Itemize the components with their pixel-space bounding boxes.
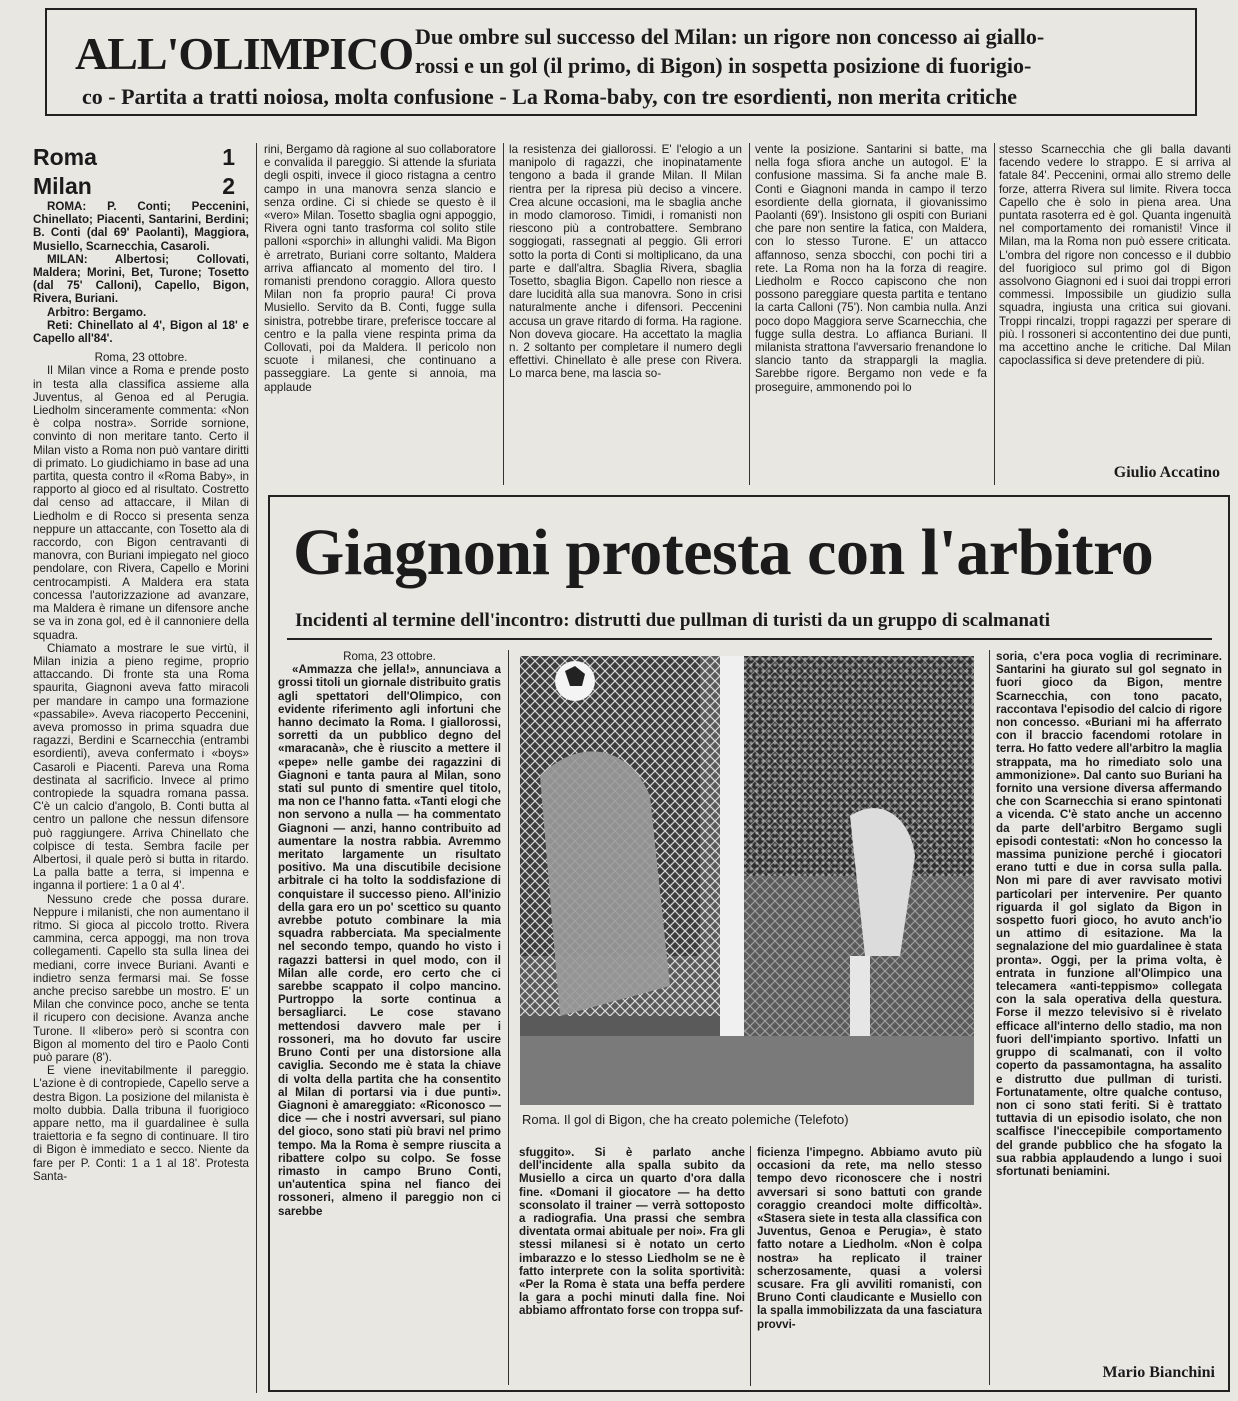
kicker-headline: ALL'OLIMPICO <box>75 28 414 79</box>
dateline: Roma, 23 ottobre. <box>343 650 436 663</box>
score-row <box>33 143 235 171</box>
team-name: Milan <box>33 173 92 199</box>
headline-box <box>45 8 1197 116</box>
article2-column-1 <box>278 650 501 1385</box>
column-rule <box>994 143 995 485</box>
article2-column-3 <box>757 1146 982 1386</box>
dateline: Roma, 23 ottobre. <box>94 351 188 365</box>
article1-column-1 <box>33 200 249 1398</box>
paragraph: ficienza l'impegno. Abbiamo avuto più occasioni da rete, ma nello stesso tempo devo riconoscere che i nostri avversari si sono battuti con grande coraggio creandoci molte difficoltà». «Stasera siete in testa alla classifica con Juventus, Genoa e Perugia», è stato fatto notare a Liedholm. «Non è colpa nostra» ha replicato il trainer scherzosamente, quasi a volersi scusare. Fra gli avviliti romanisti, con Bruno Conti claudicante e Musiello con la spalla immobilizzata da una fasciatura provvi- <box>757 1146 982 1331</box>
column-rule <box>508 650 509 1385</box>
paragraph: «Ammazza che jella!», annunciava a grossi titoli un giornale distribuito gratis agli spettatori dell'Olimpico, con evidente riferimento agli infortuni che hanno decimato la Roma. I giallorossi, sorretti da un pubblico degno del «maracanà», che è riuscito a mettere il «pepe» nelle gambe dei ragazzini di Giagnoni e tanta paura al Milan, sono stati sul punto di smentire quel titolo, ma non ce l'hanno fatta. «Tanti elogi che non servono a nulla — ha commentato Giagnoni — anzi, hanno contribuito ad aumentare la nostra rabbia. Avremmo meritato largamente un risultato positivo. Ma una discutibile decisione arbitrale ci ha tolto la soddisfazione di conquistare il successo pieno. All'inizio della gara ero un po' scettico su quanto avrebbe potuto combinare la mia squadra rabberciata. Ma specialmente nel secondo tempo, quando ho visto i ragazzi battersi in quel modo, con il Milan alle corde, ero certo che ci sarebbe scappato il colpo mancino. Purtroppo la sorte continua a bersagliarci. Le cose stavano mettendosi davvero male per i rossoneri, ma ho dovuto far uscire Bruno Conti per una distorsione alla caviglia. Secondo me è stata la chiave di volta della partita che ha consentito al Milan di portarsi via i due punti». Giagnoni è amareggiato: «Riconosco — dice — che i nostri avversari, sul piano del gioco, sono stati più bravi nel primo tempo. Ma la Roma è sempre riuscita a ribattere colpo su colpo. Se fosse rimasto in campo Bruno Conti, un'autentica spina nel fianco dei rossoneri, almeno il pareggio non ci sarebbe <box>278 663 501 1218</box>
deck-line: Due ombre sul successo del Milan: un rigore non concesso ai giallo- <box>415 24 1045 49</box>
lineup-milan: MILAN: Albertosi; Collovati, Maldera; Morini, Bet, Turone; Tosetto (dal 75' Calloni), Capello, Bigon, Rivera, Buriani. <box>33 252 249 306</box>
subtitle-rule <box>287 638 1212 640</box>
deck-line: co - Partita a tratti noiosa, molta confusione - La Roma-baby, con tre esordienti, non merita critiche <box>82 84 1018 109</box>
goal-scene-image <box>520 656 974 1105</box>
article2-column-2 <box>519 1146 745 1386</box>
article1-column-4 <box>755 143 987 483</box>
paragraph: E viene inevitabilmente il pareggio. L'azione è di contropiede, Capello serve a destra Bigon. La posizione del milanista è molto dubbia. Dalla tribuna il fuorigioco appare netto, ma il guardalinee è sulla traiettoria e fa segno di continuare. Il tiro di Bigon è immediato e secco. Niente da fare per P. Conti: 1 a 1 al 18'. Protesta Santa- <box>33 1064 249 1183</box>
paragraph: Chiamato a mostrare le sue virtù, il Milan inizia a pieno regime, proprio attaccando. Di fronte sta una Roma spaurita, Giagnoni aveva fatto miracoli per mandare in campo una formazione «passabile». Aveva riacoperto Peccenini, aveva promosso in prima squadra due ragazzi, Berdini e Scarnecchia (entrambi esordienti), aveva confermato i «boys» Casaroli e Piacenti. Pareva una Roma destinata al sacrificio. Invece al primo contropiede la squadra romana passa. C'è un calcio d'angolo, B. Conti butta al centro un pallone che nessun difensore può raggiungere. Arriva Chinellato che colpisce di testa. Sembra facile per Albertosi, il quale però si butta in ritardo. La palla batte a terra, si impenna e inganna il portiere: 1 a 0 al 4'. <box>33 641 249 893</box>
paragraph: la resistenza dei giallorossi. E' l'elogio a un manipolo di ragazzi, che inopinatamente tengono a bada il grande Milan. Il Milan rientra per la ripresa più deciso a vincere. Crea alcune occasioni, ma le sbaglia anche in modo clamoroso. Timidi, i romanisti non riescono più a controbattere. Sembrano soggiogati, rassegnati al peggio. Gli errori sotto la porta di Conti si moltiplicano, da una parte e dall'altra. Sbaglia Rivera, sbaglia Tosetto, sbaglia Bigon. Capello non riesce a dare lucidità alla sua manovra. Sono in crisi naturalmente anche i difensori. Peccenini accusa un grave ritardo di forma. Ha ragione. Non doveva giocare. Ha accettato la maglia n. 2 soltanto per completare il numero degli effettivi. Chinellato è alle prese con Rivera. Lo marca bene, ma lascia so- <box>509 143 742 381</box>
column-rule <box>256 143 257 1393</box>
paragraph: Il Milan vince a Roma e prende posto in testa alla classifica assieme alla Juventus, al Genoa ed al Perugia. Liedholm sinceramente commenta: «Non è colpa nostra». Sorride sornione, convinto di non meritare tanto. Certo il Milan visto a Roma non può vantare diritti di primato. Lo giudichiamo in base ad una partita, questa contro il «Roma Baby», in rapporto al gioco ed al risultato. Costretto dal censo ad attaccare, il Milan di Liedholm e di Rocco si presenta senza neppure un attaccante, con Tosetto ala di raccordo, con Bigon centravanti di manovra, con Buriani impiegato nel gioco pendolare, con Rivera, Capello e Morini centrocampisti. A Maldera era stata concessa l'autorizzazione ad avanzare, ma Maldera è rimane un difensore anche se va in zona gol, ed è il cannoniere della squadra. <box>33 364 249 642</box>
score-row <box>33 172 235 200</box>
paragraph: Nessuno crede che possa durare. Neppure i milanisti, che non aumentano il ritmo. Si gioca al piccolo trotto. Rivera cammina, cerca appoggi, ma non trova collegamenti. Capello sta sulla linea dei mediani, corre invece Buriani. Avanti e indietro senza fermarsi mai. Se fosse anche preciso sarebbe un mostro. E' un Milan che convince poco, anche se tenta il ricupero con decisione. Avanza anche Turone. Il «libero» però si scontra con Bigon al momento del tiro e Paolo Conti può parare (8'). <box>33 892 249 1064</box>
score-box <box>33 143 235 203</box>
paragraph: rini, Bergamo dà ragione al suo collaboratore e convalida il pareggio. Si attende la sfuriata degli ospiti, invece il gioco ristagna a centro campo in una manovra senza slancio e senza ordine. Ci si chiede se questo è il «vero» Milan. Tosetto sbaglia ogni appoggio, Rivera ogni tanto trasforma col solito stile palloni «sporchi» in allunghi validi. Ma Bigon è arretrato, Buriani corre soltanto, Maldera arriva affiancato al momento del tiro. I romanisti prendono coraggio. Allora questo Milan non fa proprio paura! Ci prova Musiello. Servito da B. Conti, fugge sulla sinistra, potrebbe tirare, preferisce toccare al centro e la palla viene respinta prima da Collovati, poi da Maldera. Il pericolo non scuote i milanesi, che continuano a passeggiare. La gente si annoia, ma applaude <box>264 143 496 394</box>
article2-subtitle: Incidenti al termine dell'incontro: distrutti due pullman di turisti da un gruppo di scalmanati <box>295 610 1050 631</box>
column-rule <box>503 143 504 485</box>
goals: Reti: Chinellato al 4', Bigon al 18' e Capello all'84'. <box>33 318 249 346</box>
article2-title: Giagnoni protesta con l'arbitro <box>293 516 1154 589</box>
referee: Arbitro: Bergamo. <box>47 305 147 319</box>
paragraph: vente la posizione. Santarini si batte, ma nella foga sfiora anche un autogol. E' la confusione massima. Si fa anche male B. Conti e Giagnoni manda in campo il terzo esordiente della giornata, il giovanissimo Paolanti (69'). Insistono gli ospiti con Buriani che pare non sentire la fatica, con Maldera, con lo stesso Turone. E' un attacco affannoso, senza sbocchi, con pochi tiri a rete. La Roma non ha la forza di reagire. Liedholm e Rocco capiscono che non possono pareggiare questa partita e tentano la carta Calloni (75'). Non cambia nulla. Anzi poco dopo Maggiora serve Scarnecchia, che fugge sulla destra. Lo affianca Buriani. Il milanista strattona l'avversario frenandone lo slancio tanto da strappargli la maglia. Sarebbe rigore. Bergamo non vede e fa proseguire, ammonendo poi lo <box>755 143 987 394</box>
byline: Giulio Accatino <box>1113 464 1220 481</box>
team-name: Roma <box>33 144 97 170</box>
byline: Mario Bianchini <box>1102 1364 1215 1381</box>
column-rule <box>749 143 750 485</box>
team-goals: 2 <box>222 173 235 199</box>
team-goals: 1 <box>222 144 235 170</box>
column-rule <box>750 1146 751 1386</box>
match-photo <box>520 656 974 1105</box>
lineup-roma: ROMA: P. Conti; Peccenini, Chinellato; Piacenti, Santarini, Berdini; B. Conti (dal 69' Paolanti), Maggiora, Musiello, Scarnecchia, Casaroli. <box>33 200 249 253</box>
deck-line: rossi e un gol (il primo, di Bigon) in sospetta posizione di fuorigio- <box>415 53 1032 78</box>
photo-caption: Roma. Il gol di Bigon, che ha creato polemiche (Telefoto) <box>522 1112 849 1127</box>
paragraph: sfuggito». Si è parlato anche dell'incidente alla spalla subito da Musiello a circa un quarto d'ora dalla fine. «Domani il giocatore — ha detto sconsolato il trainer — verrà sottoposto a radiografia. Una prassi che sembra diventata ormai abituale per noi». Fra gli stessi milanesi si è notato un certo imbarazzo e lo stesso Liedholm se ne è fatto interprete con la solita sportività: «Per la Roma è stata una beffa perdere la gara a pochi minuti dalla fine. Noi abbiamo affrontato forse con troppa suf- <box>519 1146 745 1318</box>
article1-column-2 <box>264 143 496 483</box>
paragraph: stesso Scarnecchia che gli balla davanti facendo vedere lo strappo. E si arriva al fatale 84'. Peccenini, ormai allo stremo delle forze, atterra Rivera sul limite. Rivera tocca Capello che è solo in piena area. Una puntata rasoterra ed è gol. Quanta ingenuità nel comportamento dei romanisti! Vince il Milan, ma la Roma non può essere criticata. L'ombra del rigore non concesso e il dubbio del fuorigioco sul primo gol di Bigon assolvono Giagnoni ed i suoi dai troppi errori commessi. Impossibile un giudizio sulla squadra, ingiusta una critica sui giovani. Troppi rincalzi, troppi ragazzi per sperare di più. I rossoneri si accontentino dei due punti, ma accettino anche le critiche. Dal Milan capoclassifica si deve pretendere di più. <box>999 143 1231 368</box>
column-rule <box>989 650 990 1385</box>
article1-column-5 <box>999 143 1231 461</box>
paragraph: soria, c'era poca voglia di recriminare. Santarini ha giurato sul gol segnato in fuori gioco da Bigon, mentre Scarnecchia, con tono pacato, raccontava l'episodio del calcio di rigore non concesso. «Buriani mi ha afferrato con il braccio facendomi rotolare in terra. Ho fatto vedere all'arbitro la maglia strappata, ma ho rimediato solo una ammonizione». Dal canto suo Buriani ha fornito una versione diversa affermando che con Scarnecchia si erano spintonati a vicenda. C'è stato anche un accenno da parte dell'arbitro Bergamo sugli episodi contestati: «Non ho concesso la massima punizione perché i giocatori erano tutti e due in corsa sulla palla. Non mi pare di aver ravvisato motivi particolari per intervenire. Per quanto riguarda il gol siglato da Bigon in sospetto fuori gioco, ho avuto anch'io un attimo di esitazione. Ma la segnalazione del mio guardalinee è stata pronta». Oggi, per la prima volta, è entrata in funzione all'Olimpico una telecamera «anti-teppismo» collegata con la sala operativa della questura. Forse il mezzo televisivo si è rivelato efficace all'interno dello stadio, ma non fuori dell'impianto sportivo. Infatti un gruppo di scalmanati, con il volto coperto da passamontagna, ha assalito e distrutto due pullman di turisti. Fortunatamente, oltre qualche contuso, non ci sono stati feriti. Si è trattato tuttavia di un episodio isolato, che non scalfisce l'ineccepibile comportamento del grande pubblico che ha sfogato la sua rabbia applaudendo a lungo i suoi sfortunati beniamini. <box>996 650 1222 1178</box>
article1-column-3 <box>509 143 742 483</box>
article2-column-4 <box>996 650 1222 1362</box>
